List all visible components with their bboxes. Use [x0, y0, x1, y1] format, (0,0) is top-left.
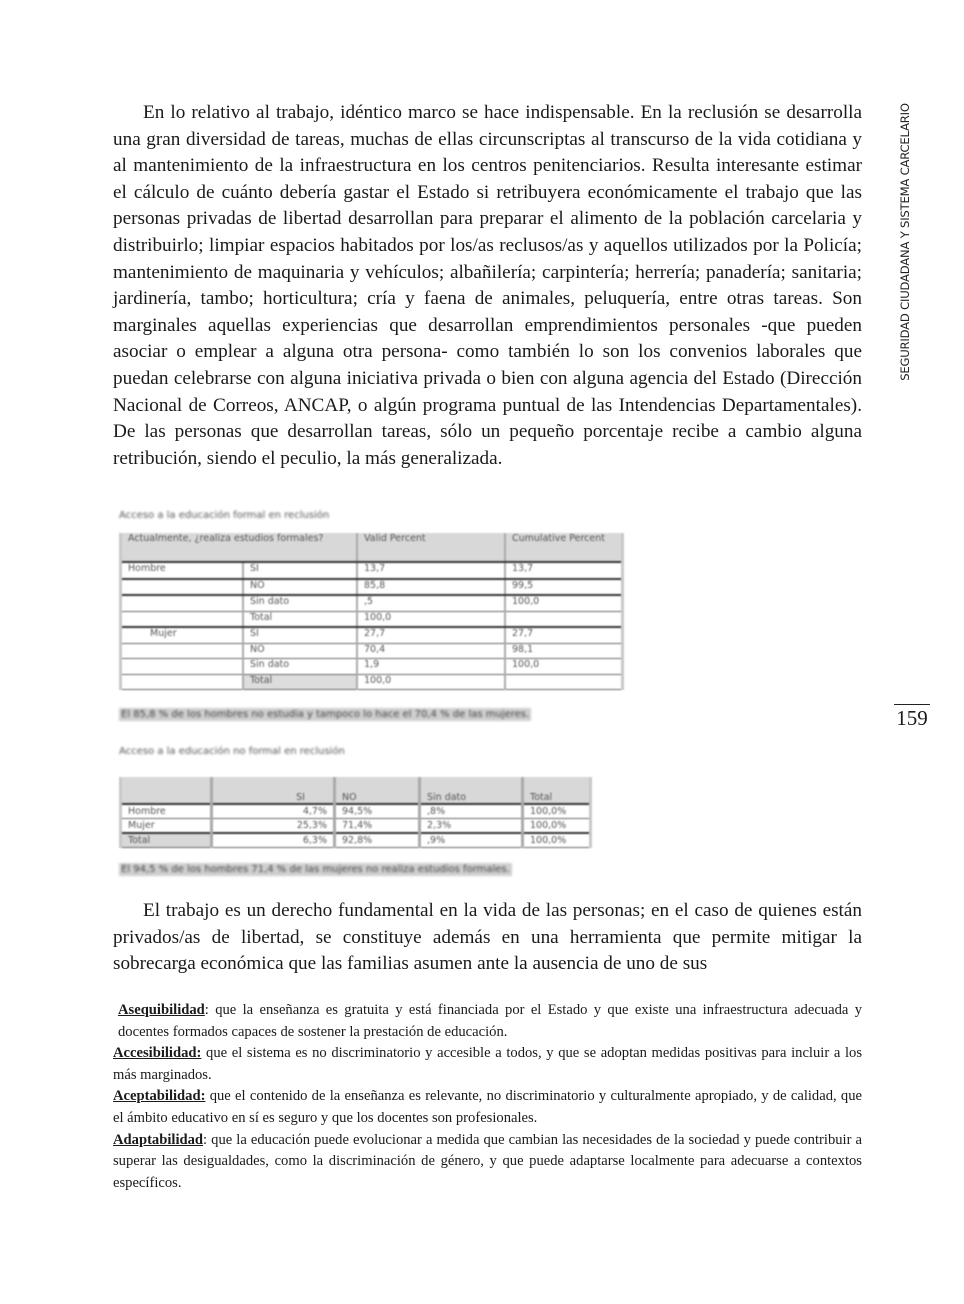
table-cell: NO [243, 579, 357, 596]
table1-title: Acceso a la educación formal en reclusión [119, 510, 330, 521]
footnote-item [113, 1043, 862, 1086]
page-number: 159 [894, 704, 930, 731]
table-cell [505, 611, 623, 627]
table-cell: Sin dato [243, 659, 357, 675]
table-cell: 100,0 [357, 611, 505, 627]
table-cell: 25,3% [212, 819, 335, 834]
table-nonformal-education [119, 777, 592, 848]
footnote-item [113, 1086, 862, 1129]
running-head-text: SEGURIDAD CIUDADANA Y SISTEMA CARCELARIO [898, 103, 912, 381]
table-cell: SI [243, 562, 357, 579]
table-cell: 13,7 [505, 562, 623, 579]
table-cell: 70,4 [357, 643, 505, 659]
table-header-cell: SI [212, 777, 335, 804]
table-row [121, 579, 623, 596]
table-cell: 27,7 [357, 627, 505, 643]
table-cell [121, 674, 244, 690]
table-cell: 13,7 [357, 562, 505, 579]
footnote-term: Aceptabilidad: [113, 1088, 206, 1105]
table-row [121, 804, 591, 819]
paragraph-text: El trabajo es un derecho fundamental en la vida de las personas; en el caso de quienes están privados/as de libertad, se constituye además en una herramienta que permite mitigar la sobrecarga económica que las familias asumen ante la ausencia de uno de sus [113, 900, 862, 975]
table-cell: Hombre [121, 804, 212, 819]
table-row [121, 627, 623, 643]
table2-title: Acceso a la educación no formal en reclusión [119, 746, 345, 757]
footnote-term: Adaptabilidad [113, 1131, 204, 1148]
table-formal-education [119, 533, 624, 690]
table-cell: 1,9 [357, 659, 505, 675]
footnotes [113, 1000, 862, 1194]
table-cell: ,8% [420, 804, 523, 819]
table-cell: 94,5% [335, 804, 420, 819]
table-cell: 100,0 [505, 595, 623, 611]
footnote-text: que la enseñanza es gratuita y está financiada por el Estado y que existe una infraestructura adecuada y docentes formados capaces de sostener la prestación de educación. [118, 1002, 862, 1040]
table-cell: 99,5 [505, 579, 623, 596]
table-cell: 100,0% [523, 819, 591, 834]
body-paragraph-right-to-work [113, 898, 862, 978]
table2-caption: El 94,5 % de los hombres 71,4 % de las mujeres no realiza estudios formales. [121, 864, 510, 875]
table-cell: SI [243, 627, 357, 643]
table-cell: 2,3% [420, 819, 523, 834]
table-header-cell: Cumulative Percent [505, 533, 623, 562]
table-cell: Total [121, 833, 212, 848]
table-header-cell: NO [335, 777, 420, 804]
footnote-item [113, 1130, 862, 1195]
table-cell: ,5 [357, 595, 505, 611]
table-header-cell: Sin dato [420, 777, 523, 804]
table-cell: 100,0 [357, 674, 505, 690]
table-row [121, 595, 623, 611]
table-cell: 27,7 [505, 627, 623, 643]
paragraph-text: En lo relativo al trabajo, idéntico marco se hace indispensable. En la reclusión se desarrolla una gran diversidad de tareas, muchas de ellas circunscriptas al transcurso de la vida cotidiana y al mantenimiento de la infraestructura en los centros penitenciarios. Resulta interesante estimar el cálculo de cuánto debería gastar el Estado si retribuyera económicamente el trabajo que las personas privadas de libertad desarrollan para preparar el alimento de la población carcelaria y distribuirlo; limpiar espacios habitados por los/as reclusos/as y aquellos utilizados por la Policía; mantenimiento de maquinaria y vehículos; albañilería; carpintería; herrería; panadería; sanitaria; jardinería, tambo; horticultura; cría y faena de animales, peluquería, entre otras tareas. Son marginales aquellas experiencias que desarrollan emprendimientos personales -que pueden asociar o emplear a alguna otra persona- como también lo son los convenios laborales que puedan celebrarse con alguna iniciativa privada o bien con alguna agencia del Estado (Dirección Nacional de Correos, ANCAP, o algún programa puntual de las Intendencias Departamentales). De las personas que desarrollan tareas, sólo un pequeño porcentaje recibe a cambio alguna retribución, siendo el peculio, la más generalizada. [113, 102, 862, 469]
running-head [894, 100, 916, 384]
table-cell: 100,0 [505, 659, 623, 675]
table-cell: Sin dato [243, 595, 357, 611]
footnote-text: que el contenido de la enseñanza es relevante, no discriminatorio y culturalmente apropiado, y de calidad, que el ámbito educativo en sí es seguro y que los docentes son profesionales. [113, 1088, 862, 1126]
footnote-term: Accesibilidad: [113, 1045, 202, 1062]
table-cell: Total [243, 611, 357, 627]
footnote-item [113, 1000, 862, 1043]
body-paragraph-work [113, 100, 862, 472]
table1-caption: El 85,8 % de los hombres no estudia y tampoco lo hace el 70,4 % de las mujeres. [121, 709, 530, 720]
table-header-row [121, 533, 623, 562]
table-cell: ,9% [420, 833, 523, 848]
table-row [121, 643, 623, 659]
footnote-term: Asequibilidad [118, 1002, 205, 1018]
table-cell: 100,0% [523, 804, 591, 819]
table-header-cell: Actualmente, ¿realiza estudios formales? [121, 533, 358, 562]
table-cell: 4,7% [212, 804, 335, 819]
table-row [121, 611, 623, 627]
table-cell: Mujer [121, 819, 212, 834]
table-row [121, 659, 623, 675]
footnote-sep: : [203, 1131, 208, 1148]
table-cell [121, 643, 244, 659]
table-cell: 100,0% [523, 833, 591, 848]
table-cell [121, 579, 244, 596]
table-cell: Hombre [121, 562, 244, 579]
table-cell [121, 611, 244, 627]
table-header-cell: Valid Percent [357, 533, 505, 562]
table-row [121, 562, 623, 579]
table-header-row [121, 777, 591, 804]
table-header-cell: Total [523, 777, 591, 804]
table-row [121, 833, 591, 848]
footnote-text: que el sistema es no discriminatorio y accesible a todos, y que se adoptan medidas positivas para incluir a los más marginados. [113, 1045, 862, 1083]
footnote-text: que la educación puede evolucionar a medida que cambian las necesidades de la sociedad y puede contribuir a superar las desigualdades, como la discriminación de género, y que puede adaptarse localmente para adecuarse a contextos específicos. [113, 1131, 862, 1191]
table-cell [121, 659, 244, 675]
footnote-sep: : [204, 1002, 209, 1018]
table-cell: 6,3% [212, 833, 335, 848]
table-cell: 98,1 [505, 643, 623, 659]
table-row [121, 819, 591, 834]
table-cell: 71,4% [335, 819, 420, 834]
table-cell: NO [243, 643, 357, 659]
table-cell [505, 674, 623, 690]
table-header-cell [121, 777, 212, 804]
table-cell: 92,8% [335, 833, 420, 848]
table-cell [121, 595, 244, 611]
table-cell: 85,8 [357, 579, 505, 596]
table-row [121, 674, 623, 690]
table-cell: Total [243, 674, 357, 690]
table-cell: Mujer [121, 627, 244, 643]
